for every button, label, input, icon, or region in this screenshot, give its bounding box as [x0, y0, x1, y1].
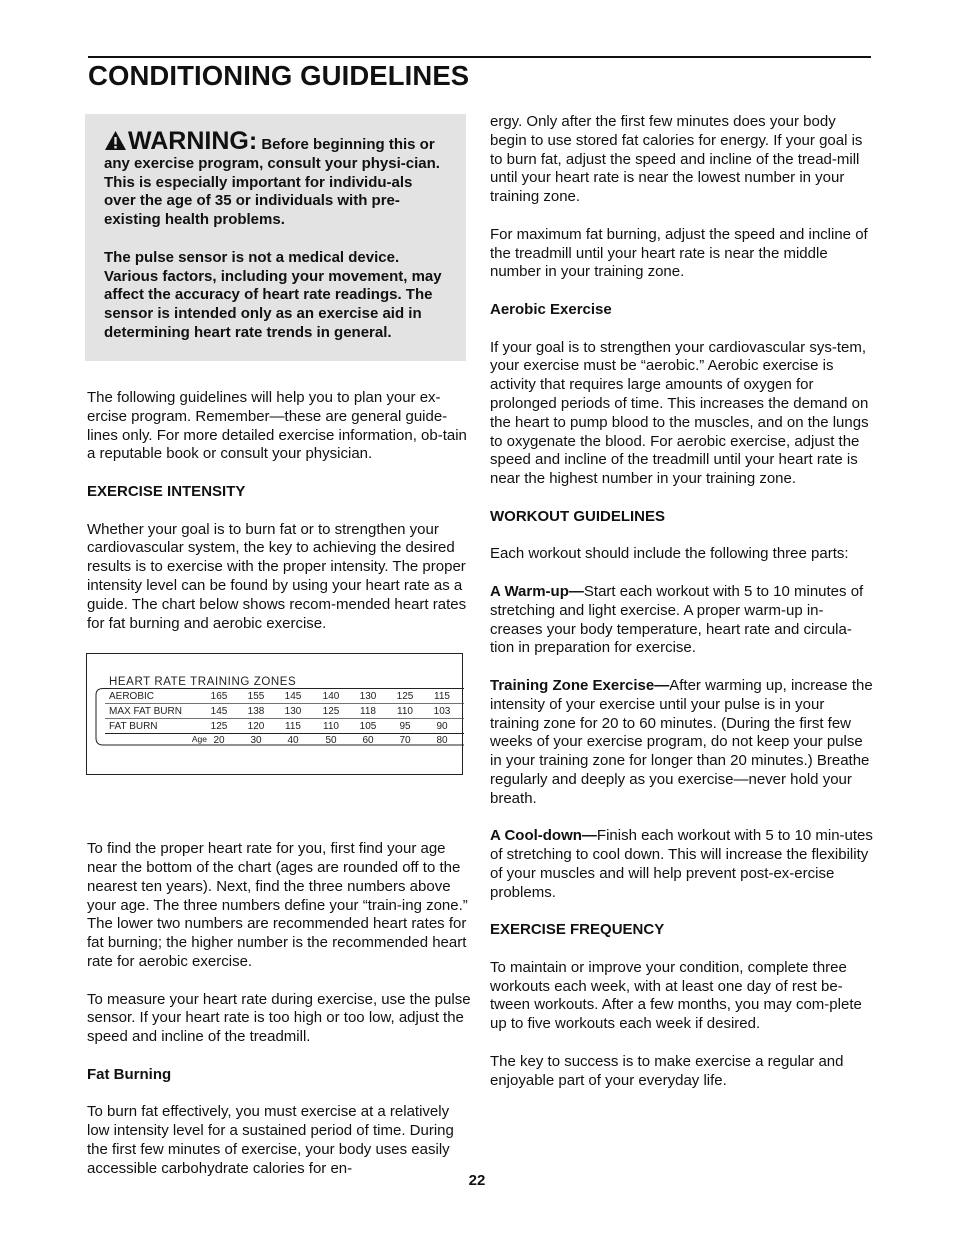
cell-value: 140 [322, 691, 340, 702]
workout-intro: Each workout should include the following three parts: [490, 545, 849, 563]
warning-paragraph-2: The pulse sensor is not a medical device. Various factors, including your movement, may affect the accuracy of heart rate readings. The sensor is intended only as an exercise aid in determining heart rate trends in general. [104, 248, 442, 341]
intro-paragraph: The following guidelines will help you to plan your ex-ercise program. Remember—these are general guide-lines only. For more detailed exercise information, ob-tain a reputable book or consult your physician. [87, 389, 467, 463]
warning-box [85, 114, 466, 361]
cell-value: 115 [285, 721, 301, 732]
training-zone-label: Training Zone Exercise— [490, 676, 670, 694]
max-fat-paragraph: For maximum fat burning, adjust the speed and incline of the treadmill until your heart rate is near the middle number in your training zone. [490, 225, 868, 281]
chart-title: HEART RATE TRAINING ZONES [109, 676, 297, 688]
warning-word: WARNING: [128, 127, 258, 155]
fat-burning-paragraph: To burn fat effectively, you must exercise at a relatively low intensity level for a sustained period of time. During the first few minutes of exercise, your body uses easily accessible carbohydrate calories for en- [87, 1103, 454, 1177]
age-value: 60 [362, 735, 374, 746]
series-label: MAX FAT BURN [109, 706, 182, 717]
aerobic-paragraph: If your goal is to strengthen your cardiovascular sys-tem, your exercise must be “aerobic.” Aerobic exercise is activity that requires large amounts of oxygen for prolonged periods of time. This increases the demand on the heart to pump blood to the muscles, and on the lungs to oxygenate the blood. For aerobic exercise, adjust the speed and incline of the treadmill until your heart rate is near the highest number in your training zone. [490, 338, 869, 488]
series-label: FAT BURN [109, 721, 158, 732]
training-zone-paragraph [490, 677, 874, 809]
age-value: 80 [436, 735, 448, 746]
workout-guidelines-heading: WORKOUT GUIDELINES [490, 507, 665, 525]
age-value: 50 [325, 735, 337, 746]
frequency-paragraph: To maintain or improve your condition, complete three workouts each week, with at least one day of rest be-tween workouts. After a few months, you may com-plete up to five workouts each week if desired. [490, 958, 862, 1033]
training-zone-text: After warming up, increase the intensity of your exercise until your pulse is in your training zone for 20 to 60 minutes. (During the first few weeks of your exercise program, do not keep your pulse in your training zone for longer than 20 minutes.) Breathe regularly and deeply as you exercise—never hold your breath. [490, 676, 873, 807]
cell-value: 155 [247, 691, 265, 702]
cell-value: 110 [397, 706, 413, 717]
age-value: 70 [399, 735, 411, 746]
cooldown-label: A Cool-down— [490, 827, 597, 845]
cell-value: 90 [436, 721, 448, 732]
warmup-label: A Warm-up— [490, 582, 584, 600]
warmup-text: Start each workout with 5 to 10 minutes of stretching and light exercise. A proper warm-up in-creases your body temperature, heart rate and circula-tion in preparation for exercise. [490, 582, 864, 657]
fat-burning-heading: Fat Burning [87, 1065, 172, 1083]
cell-value: 130 [284, 706, 302, 717]
warning-text-1: Before beginning this or any exercise program, consult your physi-cian. This is especially important for individu-als over the age of 35 or individuals with pre-existing health problems. [104, 136, 440, 229]
age-value: 30 [250, 735, 262, 746]
exercise-intensity-heading: EXERCISE INTENSITY [87, 482, 246, 500]
find-rate-paragraph: To find the proper heart rate for you, first find your age near the bottom of the chart (ages are rounded off to the nearest ten years). Next, find the three numbers above your age. The three numbers define your “train-ing zone.” The lower two numbers are recommended heart rates for fat burning; the higher number is the recommended heart rate for aerobic exercise. [87, 840, 468, 970]
heart-rate-chart-svg [87, 654, 464, 776]
intensity-paragraph: Whether your goal is to burn fat or to strengthen your cardiovascular system, the key to achieving the desired results is to exercise with the proper intensity. The proper intensity level can be found by using your heart rate as a guide. The chart below shows recom-mended heart rates for fat burning and aerobic exercise. [87, 520, 467, 632]
cooldown-paragraph [490, 827, 874, 902]
cell-value: 110 [323, 721, 339, 732]
cell-value: 125 [396, 691, 414, 702]
right-column [490, 113, 874, 1109]
cell-value: 138 [247, 706, 265, 717]
aerobic-exercise-heading: Aerobic Exercise [490, 300, 612, 318]
cell-value: 145 [284, 691, 302, 702]
warmup-paragraph [490, 583, 874, 658]
cell-value: 120 [247, 721, 265, 732]
warning-paragraph-1 [104, 127, 448, 230]
cell-value: 115 [434, 691, 450, 702]
cell-value: 130 [359, 691, 377, 702]
page-title: CONDITIONING GUIDELINES [88, 60, 470, 91]
cell-value: 165 [210, 691, 228, 702]
key-success-paragraph: The key to success is to make exercise a regular and enjoyable part of your everyday life. [490, 1052, 844, 1089]
age-value: 40 [287, 735, 299, 746]
top-rule [88, 56, 871, 58]
fat-burning-continued: ergy. Only after the first few minutes does your body begin to use stored fat calories for energy. If your goal is to burn fat, adjust the speed and incline of the tread-mill until your heart rate is near the lowest number in your training zone. [490, 113, 863, 206]
exercise-frequency-heading: EXERCISE FREQUENCY [490, 921, 665, 939]
cell-value: 145 [210, 706, 228, 717]
cell-value: 118 [360, 706, 376, 717]
page-number: 22 [468, 1172, 486, 1189]
measure-paragraph: To measure your heart rate during exercise, use the pulse sensor. If your heart rate is too high or too low, adjust the speed and incline of the treadmill. [87, 990, 471, 1046]
cell-value: 125 [210, 721, 228, 732]
age-label: Age [191, 734, 207, 744]
series-label: AEROBIC [109, 691, 155, 702]
cell-value: 103 [433, 706, 451, 717]
cell-value: 125 [322, 706, 340, 717]
cell-value: 105 [359, 721, 377, 732]
heart-rate-chart [86, 653, 463, 775]
cell-value: 95 [399, 721, 411, 732]
left-column [87, 389, 471, 1197]
cooldown-text: Finish each workout with 5 to 10 min-utes of stretching to cool down. This will increase the flexibility of your muscles and will help prevent post-ex-ercise problems. [490, 827, 873, 901]
age-value: 20 [213, 735, 225, 746]
warning-triangle-icon [104, 130, 127, 151]
